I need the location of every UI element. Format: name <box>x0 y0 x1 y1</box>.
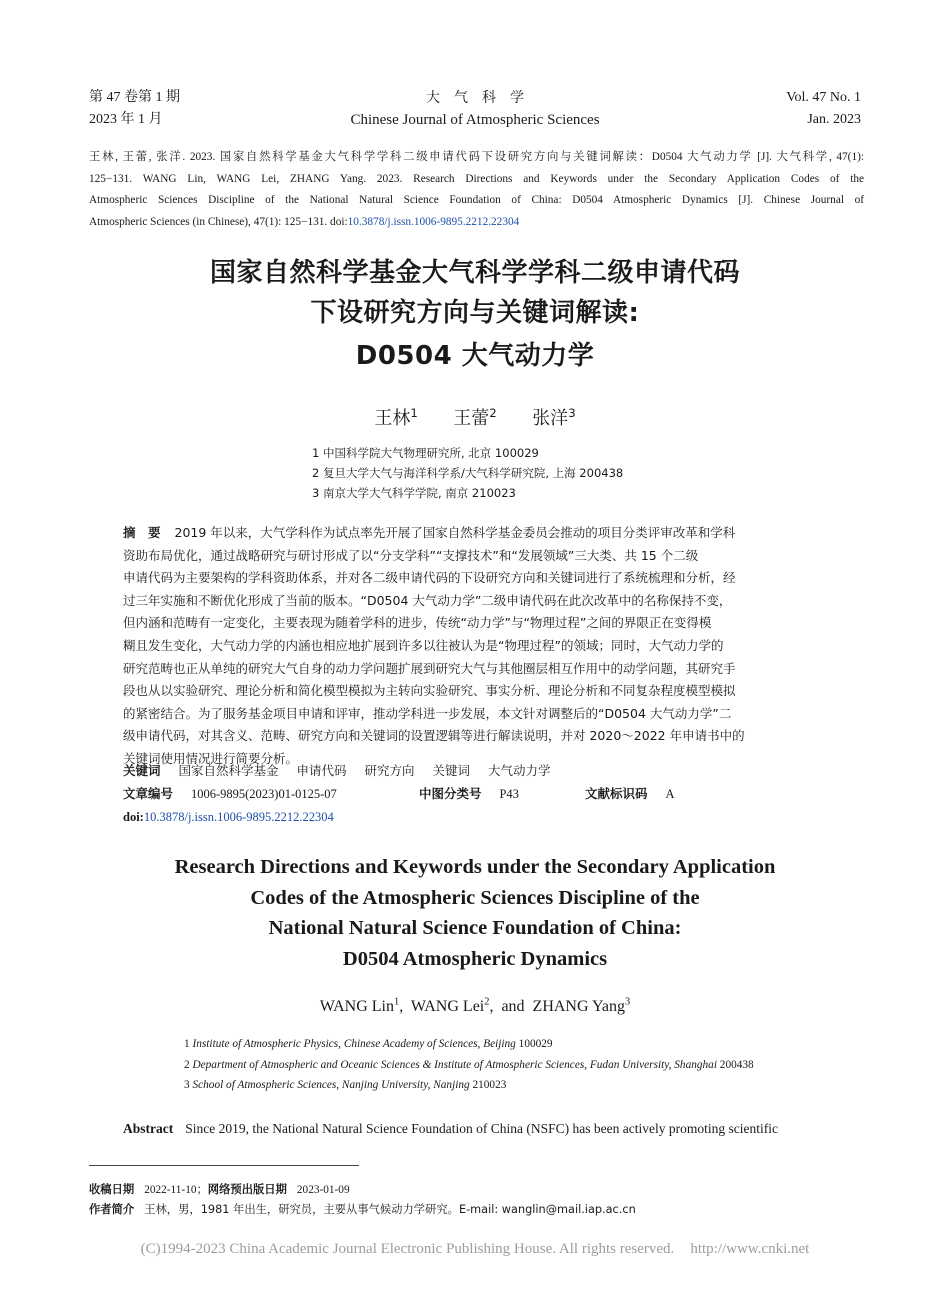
abstract-cn-line-6: 糊且发生变化，大气动力学的内涵也相应地扩展到许多以往被认为是“物理过程”的领域；同时，大气动力学的 <box>123 637 724 653</box>
document-code-label: 文献标识码 <box>585 786 648 801</box>
abstract-cn-line-1: 摘 要 2019 年以来，大气学科作为试点率先开展了国家自然科学基金委员会推动的项目分类评审改革和学科 <box>123 525 736 540</box>
received-date: 2022-11-10； <box>144 1184 208 1196</box>
keywords-cn-label: 关键词 <box>123 763 161 778</box>
abstract-cn-label: 摘 要 <box>123 525 161 540</box>
keyword-cn-2: 申请代码 <box>296 763 347 778</box>
authors-cn <box>0 404 950 430</box>
citation-line-3: Atmospheric Sciences Discipline of the National Natural Science Foundation of China: D0504 Atmospheric Dynamics [J]. Chinese Journal of <box>89 194 864 207</box>
affiliation-cn-2: 2 复旦大学大气与海洋科学系/大气科学研究院, 上海 200438 <box>312 466 624 480</box>
abstract-en-text: Since 2019, the National Natural Science Foundation of China (NSFC) has been actively promoting scientific <box>185 1121 778 1136</box>
header-vol-no: Vol. 47 No. 1 <box>786 90 861 105</box>
affiliation-cn-3: 3 南京大学大气科学学院, 南京 210023 <box>312 486 516 500</box>
clc-label: 中图分类号 <box>419 786 482 801</box>
abstract-cn-line-3: 申请代码为主要架构的学科资助体系，并对各二级申请代码的下设研究方向和关键词进行了系统梳理和分析，经 <box>123 570 736 586</box>
title-en-line-4: D0504 Atmospheric Dynamics <box>342 947 608 970</box>
title-cn-line-1: 国家自然科学基金大气科学学科二级申请代码 <box>209 258 740 288</box>
abstract-cn-line-4: 过三年实施和不断优化形成了当前的版本。“D0504 大气动力学”二级申请代码在此次改革中的名称保持不变， <box>123 592 732 608</box>
keyword-cn-3: 研究方向 <box>364 763 415 778</box>
title-cn-line-3: D0504 大气动力学 <box>355 341 595 371</box>
abstract-cn-line-2: 资助布局优化，通过战略研究与研讨形成了以“分支学科”“支撑技术”和“发展领域”三大类、共 15 个二级 <box>123 547 699 563</box>
document-code <box>585 783 675 806</box>
citation-block <box>89 147 864 233</box>
article-number <box>123 783 337 806</box>
citation-line-4-text: Atmospheric Sciences (in Chinese), 47(1): 125−131. doi: <box>89 215 348 228</box>
abstract-cn-line-10: 级申请代码，对其含义、范畴、研究方向和关键词的设置逻辑等进行解读说明，并对 2020～2022 年申请书中的 <box>123 728 745 744</box>
title-en-line-2: Codes of the Atmospheric Sciences Discipline of the <box>250 886 700 909</box>
abstract-cn-line-11: 关键词使用情况进行简要分析。 <box>123 750 299 766</box>
affiliation-en-2: 2 Department of Atmospheric and Oceanic Sciences & Institute of Atmospheric Sciences, Fudan University, Shanghai 200438 <box>184 1058 754 1071</box>
abstract-cn <box>123 522 826 771</box>
doi-label: doi: <box>123 810 144 824</box>
abstract-en-label: Abstract <box>123 1121 174 1136</box>
keywords-cn <box>123 760 551 783</box>
author-cn-2: 王蕾$^2$ <box>453 406 497 429</box>
affiliation-cn-1: 1 中国科学院大气物理研究所, 北京 100029 <box>312 446 539 460</box>
header-month-year: Jan. 2023 <box>807 112 861 127</box>
watermark-url: http://www.cnki.net <box>690 1241 810 1257</box>
title-en <box>0 852 950 974</box>
keyword-cn-1: 国家自然科学基金 <box>178 763 279 778</box>
abstract-cn-line-9: 的紧密结合。为了服务基金项目申请和评审，推动学科进一步发展，本文针对调整后的“D0504 大气动力学”二 <box>123 705 732 721</box>
keyword-cn-5: 大气动力学 <box>487 763 551 778</box>
authors-en <box>0 998 950 1016</box>
citation-line-1: 王林, 王蕾, 张洋. 2023. 国家自然科学基金大气科学学科二级申请代码下设研究方向与关键词解读：D0504 大气动力学 [J]. 大气科学, 47(1): <box>89 151 864 163</box>
abstract-cn-line-5: 但内涵和范畴有一定变化，主要表现为随着学科的进步，传统“动力学”与“物理过程”之间的界限正在变得模 <box>123 615 712 631</box>
citation-line-2: 125−131. WANG Lin, WANG Lei, ZHANG Yang. 2023. Research Directions and Keywords under the Secondary Application Codes of the <box>89 172 864 185</box>
affiliations-cn <box>312 443 623 503</box>
footnote-divider <box>89 1165 359 1166</box>
affiliations-en <box>184 1034 754 1096</box>
title-cn-line-2: 下设研究方向与关键词解读: <box>310 298 640 328</box>
online-label: 网络预出版日期 <box>207 1183 287 1196</box>
article-number-label: 文章编号 <box>123 786 174 801</box>
cnki-watermark <box>0 1241 950 1258</box>
clc-number <box>419 783 519 806</box>
author-cn-1: 王林$^1$ <box>374 406 418 429</box>
affiliation-en-3: 3 School of Atmospheric Sciences, Nanjing University, Nanjing 210023 <box>184 1079 507 1092</box>
received-label: 收稿日期 <box>89 1183 135 1196</box>
doi-line <box>123 806 334 829</box>
abstract-cn-line-7: 研究范畴也正从单纯的研究大气自身的动力学问题扩展到研究大气与其他圈层相互作用中的动学问题，其研究手 <box>123 660 736 676</box>
header-volume: 第 47 卷第 1 期 <box>89 90 180 105</box>
citation-line-4 <box>89 212 864 234</box>
header-date-cn: 2023 年 1 月 <box>89 112 163 127</box>
document-code-value: A <box>665 787 675 801</box>
author-cn-3: 张洋$^3$ <box>532 406 576 429</box>
title-en-line-1: Research Directions and Keywords under the Secondary Application <box>174 856 776 878</box>
header-journal-en: Chinese Journal of Atmospheric Sciences <box>350 112 600 128</box>
clc-value: P43 <box>499 787 519 801</box>
title-en-line-3: National Natural Science Foundation of China: <box>268 917 682 939</box>
keyword-cn-4: 关键词 <box>432 763 470 778</box>
header-journal-cn: 大 气 科 学 <box>426 90 524 106</box>
watermark-copyright: (C)1994-2023 China Academic Journal Electronic Publishing House. All rights reserved. <box>140 1241 675 1257</box>
citation-doi-link[interactable]: 10.3878/j.issn.1006-9895.2212.22304 <box>347 215 520 228</box>
abstract-en <box>123 1119 828 1139</box>
article-number-value: 1006-9895(2023)01-0125-07 <box>190 787 337 801</box>
author-en-2: WANG Lei$^2$, and <box>410 996 533 1015</box>
footnote-author-bio <box>89 1200 636 1220</box>
online-date: 2023-01-09 <box>296 1184 350 1196</box>
affiliation-en-1: 1 Institute of Atmospheric Physics, Chinese Academy of Sciences, Beijing 100029 <box>184 1038 553 1050</box>
header-vol-en <box>786 88 861 130</box>
author-en-3: ZHANG Yang$^3$ <box>532 996 631 1015</box>
author-bio-label: 作者简介 <box>89 1203 135 1216</box>
author-bio-text: 王林，男，1981 年出生，研究员，主要从事气候动力学研究。E-mail: wanglin@mail.iap.ac.cn <box>144 1203 636 1216</box>
doi-link[interactable]: 10.3878/j.issn.1006-9895.2212.22304 <box>143 810 334 824</box>
abstract-cn-line-8: 段也从以实验研究、理论分析和简化模型模拟为主转向实验研究、事实分析、理论分析和不同复杂程度模型模拟 <box>123 683 736 699</box>
footnote-dates <box>89 1180 350 1200</box>
author-en-1: WANG Lin$^1$, <box>319 996 411 1015</box>
